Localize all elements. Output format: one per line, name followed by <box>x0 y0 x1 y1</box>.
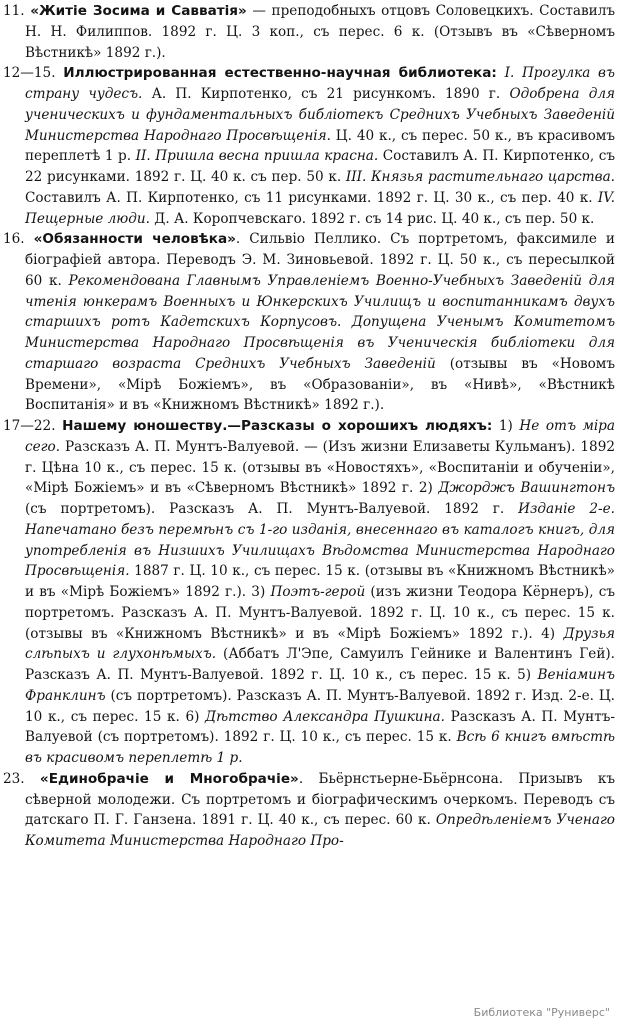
entry-text: — преподобныхъ отцовъ Соловецкихъ. Составилъ Н. Н. Филиппов. 1892 г. Ц. 3 коп., съ перес. 6 к. (Отзывъ въ «Сѣверномъ Вѣстникѣ» 1892 г.). <box>25 3 616 61</box>
entry-title: Нашему юношеству.—Разсказы о хорошихъ людяхъ: <box>62 418 493 434</box>
entry-italic-text: Рекомендована Главнымъ Управленіемъ Военно-Учебныхъ Заведеній для чтенія юнкерамъ Военныхъ и Юнкерскихъ Училищъ и воспитанникамъ двухъ старшихъ ротъ Кадетскихъ Корпусовъ. Допущена Ученымъ Комитетомъ Министерства Народнаго Просвѣщенія въ Ученическія библіотеки для старшаго возраста Среднихъ Учебныхъ Заведеній <box>25 272 615 372</box>
entry-text: (съ портретомъ). Разсказъ А. П. Мунтъ-Валуевой. 1892 г. Изд. 2-е. Ц. 10 к., съ перес. 15 к. 6) <box>25 687 615 725</box>
entry-italic-text: Всѣ 6 книгъ вмѣстѣ въ красивомъ переплетѣ 1 р. <box>25 729 615 766</box>
entry-number: 17—22. <box>3 418 56 434</box>
entry-italic-text: IV. Пещерные люди. <box>25 189 615 227</box>
entry-text: Ц. 40 к., съ перес. 50 к., въ красивомъ переплетѣ 1 р. <box>25 127 615 165</box>
entry-number: 16. <box>3 231 25 248</box>
entry-title: «Житіе Зосима и Савватія» <box>30 3 247 19</box>
entry-italic-text: Друзья слѣпыхъ и глухонѣмыхъ. <box>25 625 615 663</box>
entry-italic-text: Джорджъ Вашингтонъ <box>432 480 615 497</box>
catalog-entry-17-22 <box>3 416 615 769</box>
entry-text: Разсказъ А. П. Мунтъ-Валуевой. — (Изъ жизни Елизаветы Кульманъ). 1892 г. Цѣна 10 к., съ перес. 15 к. (отзывы въ «Новостяхъ», «Воспитаніи и обученіи», «Мірѣ Божіемъ» и въ «Сѣверномъ Вѣстникѣ» 1892 г. 2) <box>25 438 615 497</box>
entry-text: Д. А. Коропчевскаго. 1892 г. съ 14 рис. Ц. 40 к., съ пер. 50 к. <box>149 210 595 227</box>
entry-number: 12—15. <box>3 65 56 82</box>
entry-italic-text: II. Пришла весна пришла красна. <box>131 148 379 165</box>
entry-italic-text: Веніаминъ Франклинъ <box>25 667 615 704</box>
catalog-entry-23 <box>3 769 615 852</box>
entry-title: «Единобрачіе и Многобрачіе» <box>39 770 299 787</box>
entry-text: А. П. Кирпотенко, съ 21 рисункомъ. 1890 г. <box>142 86 501 102</box>
entry-italic-text: Не отъ міра сего. <box>25 418 615 455</box>
catalog-entry-12-15 <box>3 63 615 229</box>
entry-number: 11. <box>3 3 25 19</box>
entry-italic-text: Поэтъ-герой <box>265 584 366 600</box>
library-watermark: Библиотека "Руниверс" <box>473 1006 610 1019</box>
entry-text: Разсказъ А. П. Мунтъ-Валуевой (съ портретомъ). 1892 г. Ц. 10 к., съ перес. 15 к. <box>25 708 615 746</box>
entry-text: 1887 г. Ц. 10 к., съ перес. 15 к. (отзывы въ «Книжномъ Вѣстникѣ» и въ «Мірѣ Божіемъ» 1892 г.). 3) <box>25 563 615 600</box>
entry-italic-text: Опредѣленіемъ Ученаго Комитета Министерства Народнаго Про- <box>25 812 615 849</box>
entry-italic-text: III. Князья растительнаго царства. <box>341 169 615 185</box>
entry-italic-text: Одобрена для ученическихъ и фундаментальныхъ библіотекъ Среднихъ Учебныхъ Заведеній Министерства Народнаго Просвѣщенія. <box>25 86 615 144</box>
entry-text: 1) <box>492 418 513 434</box>
entry-italic-text: I. Прогулка въ страну чудесъ. <box>25 65 615 102</box>
entry-text: (изъ жизни Теодора Кёрнеръ), съ портретомъ. Разсказъ А. П. Мунтъ-Валуевой. 1892 г. Ц. 10 к., съ перес. 15 к. (отзывы въ «Книжномъ Вѣстникѣ» и въ «Мірѣ Божіемъ» 1892 г.). 4) <box>25 584 615 642</box>
entry-italic-text: Изданіе 2-е. Напечатано безъ перемѣнъ съ 1-го изданія, внесеннаго въ каталогъ книгъ, для употребленія въ Низшихъ Училищахъ Вѣдомства Министерства Народнаго Просвѣщенія. <box>25 501 615 580</box>
entry-text: (Аббатъ Л'Эпе, Самуилъ Гейнике и Валентинъ Гей). Разсказъ А. П. Мунтъ-Валуевой. 1892 г. Ц. 10 к., съ перес. 15 к. 5) <box>25 646 616 683</box>
entry-text: . Сильвіо Пеллико. Съ портретомъ, факсимиле и біографіей автора. Переводъ Э. М. Зиновьевой. 1892 г. Ц. 50 к., съ пересылкой 60 к. <box>25 231 615 289</box>
catalog-entry-16 <box>3 229 615 416</box>
entry-text: . Бьёрнстьерне-Бьёрнсона. Призывъ къ сѣверной молодежи. Съ портретомъ и біографическимъ очеркомъ. Переводъ съ датскаго П. Г. Ганзена. 1891 г. Ц. 40 к., съ перес. 60 к. <box>25 770 615 829</box>
entry-text: Составилъ А. П. Кирпотенко, съ 11 рисунками. 1892 г. Ц. 30 к., съ пер. 40 к. <box>25 189 593 206</box>
entry-title: Иллюстрированная естественно-научная библиотека: <box>63 65 497 82</box>
catalog-entry-11 <box>3 1 615 63</box>
entry-text: Составилъ А. П. Кирпотенко, съ 22 рисунками. 1892 г. Ц. 40 к. съ пер. 50 к. <box>25 148 616 185</box>
catalog-page <box>3 1 615 852</box>
entry-italic-text: Дѣтство Александра Пушкина. <box>199 708 445 725</box>
entry-number: 23. <box>3 770 25 787</box>
entry-text: (съ портретомъ). Разсказъ А. П. Мунтъ-Валуевой. 1892 г. <box>25 501 505 517</box>
entry-title: «Обязанности человѣка» <box>33 231 236 248</box>
entry-text: (отзывы въ «Новомъ Времени», «Мірѣ Божіемъ», въ «Образованіи», въ «Нивѣ», «Вѣстникѣ Воспитанія» и въ «Книжномъ Вѣстникѣ» 1892 г.). <box>25 355 615 414</box>
